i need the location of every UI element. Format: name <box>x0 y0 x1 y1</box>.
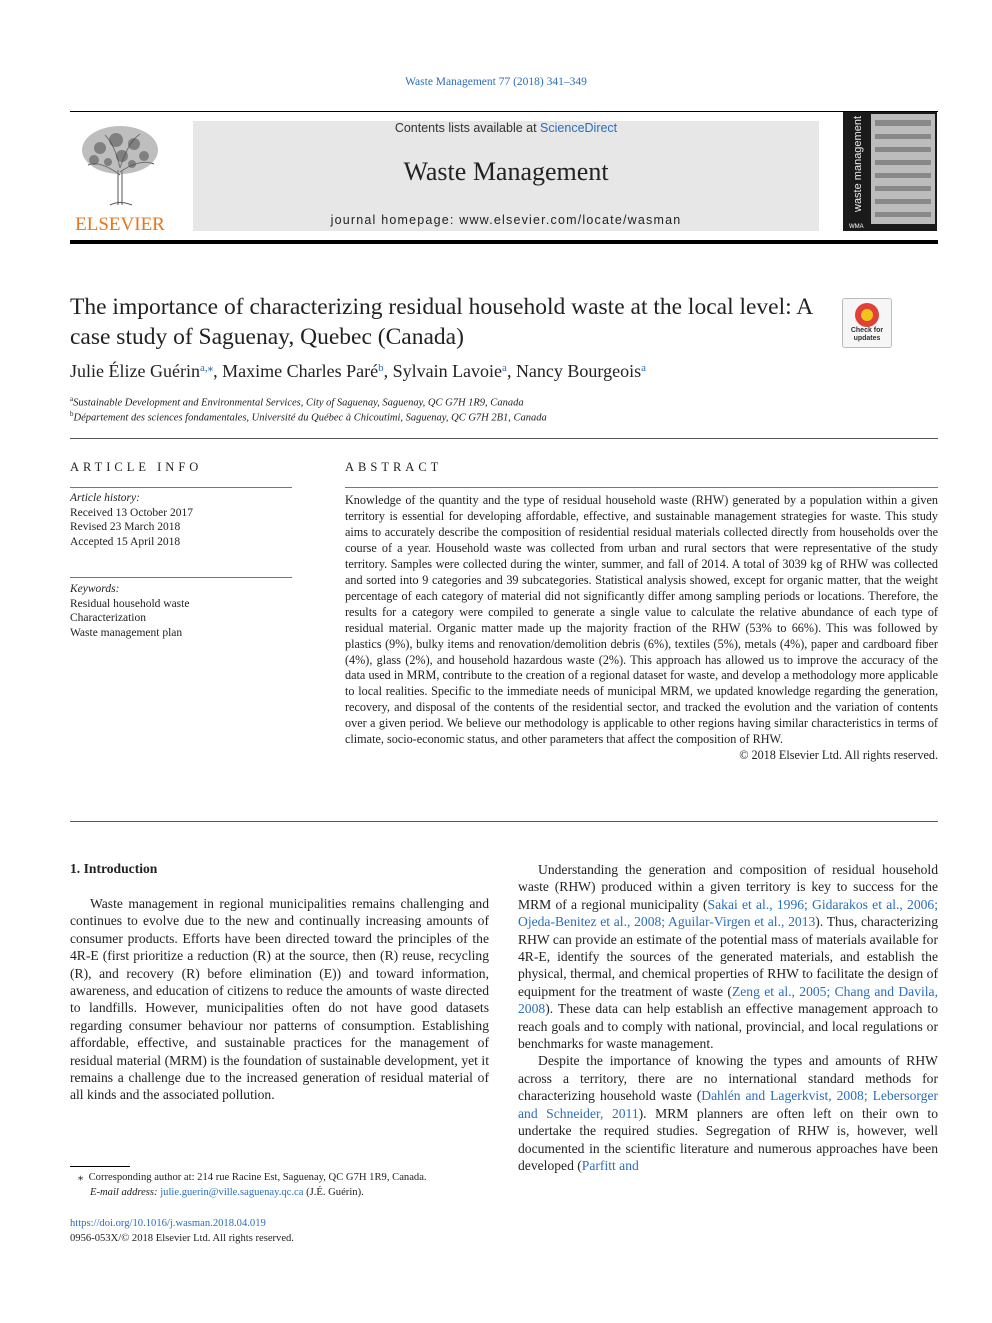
abstract-heading: ABSTRACT <box>345 460 443 474</box>
contents-prefix: Contents lists available at <box>394 121 541 135</box>
footnote-marker: ⁎ <box>78 1172 84 1183</box>
right-column <box>518 861 938 1174</box>
journal-homepage[interactable]: journal homepage: www.elsevier.com/locate/wasman <box>330 213 682 227</box>
svg-text:WMA: WMA <box>849 224 864 230</box>
paragraph-text: ). These data can help establish an effective management approach to reach goals and to comply with national, provincial, and local regulations or benchmarks for waste management. <box>518 1001 938 1052</box>
corresponding-author <box>78 1170 498 1185</box>
header-rule <box>70 111 938 112</box>
affiliation-text: Sustainable Development and Environmental Services, City of Saguenay, Saguenay, QC G7H 1R9, Canada <box>73 397 524 409</box>
sciencedirect-link[interactable]: ScienceDirect <box>540 121 618 135</box>
journal-name: Waste Management <box>403 157 609 186</box>
email-suffix: (J.É. Guérin). <box>303 1187 364 1198</box>
check-updates-line2: updates <box>853 335 881 342</box>
author-name[interactable]: Maxime Charles Paré <box>222 361 379 381</box>
abstract-copyright: © 2018 Elsevier Ltd. All rights reserved. <box>739 748 938 763</box>
cover-icon <box>843 112 937 231</box>
footnote-rule <box>70 1166 130 1167</box>
paragraph-text: Despite the importance of knowing the types and amounts of RHW across a territory, there are no international standard methods for characterizing household waste ( <box>518 1053 938 1104</box>
author-list: Julie Élize Guérin$^{a,⁎}$, Maxime Charles Paré$^b$, Sylvain Lavoie$^a$, Nancy Bourgeois$^a$ <box>70 361 646 381</box>
email-line <box>78 1185 498 1200</box>
keywords-rule <box>70 577 292 578</box>
keywords <box>70 582 292 640</box>
author-name[interactable]: Nancy Bourgeois <box>515 361 642 381</box>
history-revised: Revised 23 March 2018 <box>70 521 181 534</box>
keyword: Characterization <box>70 612 146 625</box>
article-info-rule <box>70 487 292 488</box>
paragraph-text: Understanding the generation and composition of residual household waste (RHW) produced within a given territory is key to success for the MRM of a regional municipality ( <box>518 862 938 912</box>
svg-text:waste management: waste management <box>852 116 864 212</box>
left-column <box>70 895 489 1104</box>
contents-line <box>193 121 819 135</box>
doi-link[interactable]: https://doi.org/10.1016/j.wasman.2018.04.019 <box>70 1218 266 1229</box>
elsevier-tree-icon <box>70 120 170 232</box>
keyword: Waste management plan <box>70 626 183 639</box>
check-updates-label <box>843 327 891 343</box>
elsevier-logo <box>70 120 170 232</box>
affiliation-rule <box>70 438 938 439</box>
corresponding-text: Corresponding author at: 214 rue Racine Est, Saguenay, QC G7H 1R9, Canada. <box>88 1172 427 1183</box>
author-name[interactable]: Julie Élize Guérin <box>70 361 200 381</box>
journal-citation[interactable]: Waste Management 77 (2018) 341–349 <box>405 76 587 88</box>
affiliation-a <box>70 395 930 409</box>
svg-text:ELSEVIER: ELSEVIER <box>75 214 165 232</box>
citation-link[interactable]: Zeng et al., 2005; Chang and Davila, 2008 <box>518 983 938 1017</box>
journal-banner <box>193 121 819 231</box>
citation-link[interactable]: Dahlén and Lagerkvist, 2008; Lebersorger and Schneider, 2011 <box>518 1088 939 1121</box>
author-affiliation-marker[interactable]: a <box>502 362 507 374</box>
abstract-bottom-rule <box>70 821 938 822</box>
header-thick-rule <box>70 240 938 244</box>
email-label: E-mail address: <box>90 1187 161 1198</box>
affiliation-text: Département des sciences fondamentales, Université du Québec à Chicoutimi, Saguenay, QC G7H 2B1, Canada <box>73 412 547 424</box>
email-link[interactable]: julie.guerin@ville.saguenay.qc.ca <box>160 1187 304 1198</box>
affiliation-marker: a <box>70 395 74 403</box>
keyword: Residual household waste <box>70 597 190 610</box>
author-affiliation-marker[interactable]: a,⁎ <box>199 362 214 374</box>
citation-link[interactable]: Parfitt and <box>581 1157 639 1173</box>
intro-paragraph-2 <box>518 861 938 1052</box>
citation-link[interactable]: Sakai et al., 1996; Gidarakos et al., 2006; Ojeda-Benitez et al., 2008; Aguilar-Virgen et al., 2013 <box>518 896 939 930</box>
footnote <box>78 1170 498 1200</box>
article-title: The importance of characterizing residual household waste at the local level: A case study of Saguenay, Quebec (Canada) <box>70 294 812 350</box>
check-updates-line1: Check for <box>850 327 884 334</box>
abstract-text: Knowledge of the quantity and the type of residual household waste (RHW) generated by a population within a given territory is essential for developing affordable, effective, and sustainable management strategies for waste. This study aims to accurately describe the composition of residential residual materials collected directly from households over the course of a year. Household waste was collected from urban and rural sectors that were representative of the study territory. Samples were collected during the winter, summer, and fall of 2014. A total of 3039 kg of RHW was collected and sorted into 9 categories and 39 subcategories. Statistical analysis showed, except for organic matter, that the weight percentage of each category of material did not significantly differ among sampling periods or locations. Therefore, the results for a category were compiled to generate a single value to calculate the relative abundance of each type of residual material. Organic matter made up the majority fraction of the RHW (53% to 66%). This was followed by plastics (9%), bulky items and renovation/demolition debris (6%), textiles (5%), metals (4%), paper and cardboard fiber (4%), glass (2%), and household hazardous waste (2%). This approach has allowed us to improve the accuracy of the data used in MRM, contribute to the creation of a regional dataset for waste, and develop a methodology more applicable to local realities. Specific to the immediate needs of municipal MRM, we updated knowledge regarding the generation, recovery, and disposal of the contents of the residential sector, and tracked the evolution and the variation of contents over a given period. We believe our methodology is applicable to other regions having similar characteristics in terms of climate, socio-economic status, and other parameters that affect the composition of RHW. <box>345 493 938 747</box>
section-heading: 1. Introduction <box>70 861 158 876</box>
history-accepted: Accepted 15 April 2018 <box>70 535 181 548</box>
article-info-heading: ARTICLE INFO <box>70 460 203 474</box>
history-label: Article history: <box>70 492 140 504</box>
issn-line: 0956-053X/© 2018 Elsevier Ltd. All rights reserved. <box>70 1233 295 1244</box>
abstract-rule <box>345 487 938 488</box>
article-history <box>70 491 292 549</box>
intro-paragraph: Waste management in regional municipalities remains challenging and continues to evolve due to the new and continually increasing amounts of consumer products. Efforts have been directed toward the principles of the 4R-E (first prioritize a reduction (R) at the source, then (R) reuse, recycling (R), and recovery (R) before elimination (E)) and toward information, awareness, and education of citizens to reduce the amounts of waste directed to landfills. However, municipalities often do not have good datasets regarding consumer behaviour nor patterns of consumption. Establishing affordable, effective, and sustainable practices for the management of residual material (MRM) is the foundation of sustainable development, yet it remains a challenge due to the increased generation of residual material of all kinds and the associated pollution. <box>70 896 489 1103</box>
author-affiliation-marker[interactable]: b <box>378 362 384 374</box>
history-received: Received 13 October 2017 <box>70 506 193 519</box>
author-name[interactable]: Sylvain Lavoie <box>392 361 503 381</box>
check-for-updates-button[interactable] <box>842 298 892 348</box>
journal-cover-image <box>843 112 937 231</box>
affiliation-marker: b <box>70 410 74 418</box>
doi-block <box>70 1216 570 1246</box>
keywords-label: Keywords: <box>70 583 120 595</box>
abstract-body <box>345 493 938 764</box>
intro-paragraph-3 <box>518 1052 938 1174</box>
author-affiliation-marker[interactable]: a <box>641 362 646 374</box>
check-updates-icon <box>855 303 879 327</box>
paragraph-text: ). Thus, characterizing RHW can provide an estimate of the potential mass of materials available for 4R-E, identify the sources of the generated materials, and establish the physical, thermal, and chemical properties of RHW to facilitate the design of equipment for the treatment of waste ( <box>518 914 938 999</box>
affiliation-b <box>70 410 930 424</box>
paragraph-text: ). MRM planners are often left on their own to undertake the required studies. Segregation of RHW is, however, well documented in the scientific literature and numerous approaches have been developed ( <box>518 1105 938 1173</box>
